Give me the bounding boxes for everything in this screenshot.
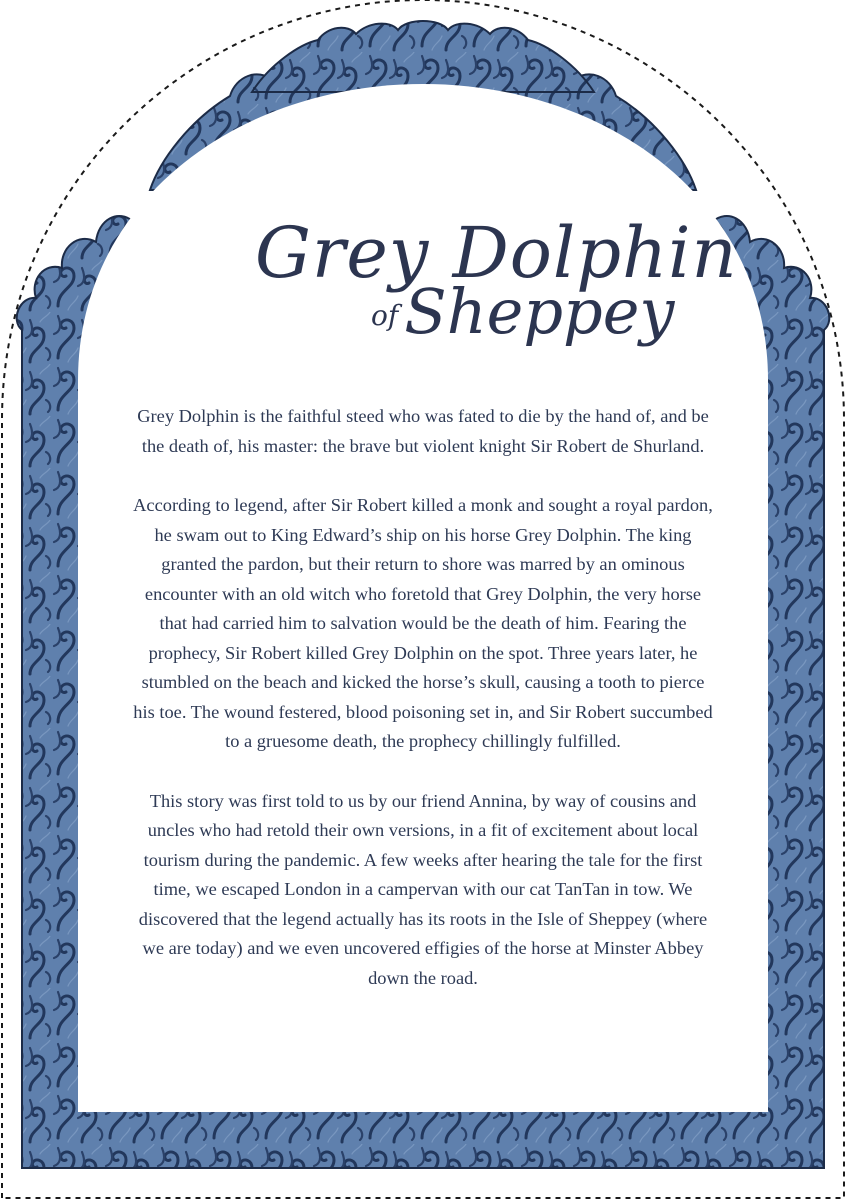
story-text — [130, 402, 716, 1023]
paragraph-legend: According to legend, after Sir Robert killed a monk and sought a royal pardon, he swam out to King Edward’s ship on his horse Grey Dolphin. The king granted the pardon, but their return to shore was marred by an ominous encounter with an old witch who foretold that Grey Dolphin, the very horse that had carried him to salvation would be the death of him. Fearing the prophecy, Sir Robert killed Grey Dolphin on the spot. Three years later, he stumbled on the beach and kicked the horse’s skull, causing a tooth to pierce his toe. The wound festered, blood poisoning set in, and Sir Robert succumbed to a gruesome death, the prophecy chillingly fulfilled. — [133, 495, 713, 751]
title-connector-of: of — [371, 299, 399, 332]
paragraph-origin: This story was first told to us by our friend Annina, by way of cousins and uncles who had retold their own versions, in a fit of excitement about local tourism during the pandemic. A few weeks after hearing the tale for the first time, we escaped London in a campervan with our cat TanTan in tow. We discovered that the legend actually has its roots in the Isle of Sheppey (where we are today) and we even uncovered effigies of the horse at Minster Abbey down the road. — [138, 790, 708, 988]
title-sheppey: Sheppey — [404, 275, 675, 348]
arch-crown-border — [252, 21, 594, 92]
title-line-grey-dolphin: Grey Dolphin — [255, 212, 738, 294]
paragraph-intro: Grey Dolphin is the faithful steed who was fated to die by the hand of, and be the death of, his master: the brave but violent knight Sir Robert de Shurland. — [137, 406, 709, 456]
